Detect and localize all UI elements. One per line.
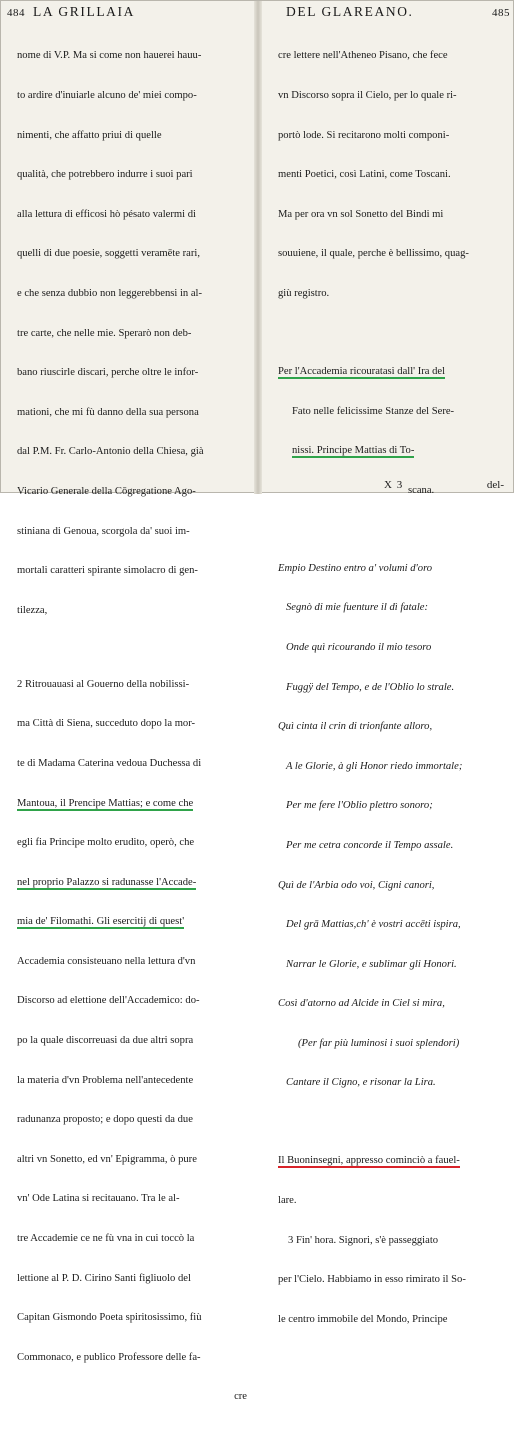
sonnet-verse	[264, 535, 512, 1116]
verse-line: Così d'atorno ad Alcide in Ciel si mira,	[278, 998, 445, 1010]
verse-line: Per me cetra concorde il Tempo assale.	[286, 839, 454, 851]
text-line: giù registro.	[278, 287, 330, 299]
verse-line: Empio Destino entro a' volumi d'oro	[278, 562, 433, 574]
text-line: egli fia Principe molto erudito, operò, che	[17, 837, 195, 849]
text-line: tre Accademie ce ne fù vna in cui toccò la	[17, 1233, 195, 1245]
text-line: Capitan Gismondo Poeta spiritosissimo, fiù	[17, 1312, 202, 1324]
text-line: 2 Ritrouauasi al Gouerno della nobilissi-	[17, 678, 190, 690]
verse-line: Narrar le Glorie, e sublimar gli Honori.	[286, 958, 457, 970]
text-line: mationi, che mi fù danno della sua persona	[17, 406, 199, 418]
text-line: cre lettere nell'Atheneo Pisano, che fece	[278, 50, 448, 62]
green-underlined-text: mia de' Filomathi. Gli esercitij di quest'	[17, 916, 185, 928]
heading-line-accademia	[278, 365, 512, 378]
verse-line: (Per far più luminosi i suoi splendori)	[298, 1037, 460, 1049]
green-underlined-text: Mantoua, il Prencipe Mattias; e come che	[17, 797, 194, 809]
text-line: le centro immobile del Mondo, Principe	[278, 1313, 448, 1325]
text-line: souuiene, il quale, perche è bellissimo, quag-	[278, 248, 469, 260]
verse-line: Quì cinta il crin di trionfante alloro,	[278, 721, 433, 733]
text-line: vn' Ode Latina si recitauano. Tra le al-	[17, 1193, 180, 1205]
text-line: per l'Cielo. Habbiamo in esso rimirato il So-	[278, 1274, 466, 1286]
verse-line: Segnò di mie fuenture il dì fatale:	[286, 602, 429, 614]
text-line: ma Città di Siena, succeduto dopo la mor-	[17, 718, 196, 730]
text-line: Discorso ad elettione dell'Accademico: do-	[17, 995, 200, 1007]
left-paragraph-2	[5, 651, 253, 1430]
text-line: Ma per ora vn sol Sonetto del Bindi mi	[278, 208, 444, 220]
verse-line: A le Glorie, à gli Honor riedo immortale;	[286, 760, 463, 772]
green-underlined-text: nel proprio Palazzo si radunasse l'Accade-	[17, 876, 197, 888]
text-line: Vicario Generale della Cōgregatione Ago-	[17, 485, 196, 497]
book-gutter	[254, 1, 262, 494]
text-line-highlight-accademia	[17, 876, 253, 889]
text-line: Accademia consisteuano nella lettura d'vn	[17, 955, 196, 967]
text-line: te di Madama Caterina vedoua Duchessa di	[17, 757, 202, 769]
text-line-highlight-prencipe-mattias	[17, 797, 253, 810]
text-line: radunanza proposto; e dopo questi da due	[17, 1114, 193, 1126]
verse-line: Quì de l'Arbia odo voi, Cigni canori,	[278, 879, 435, 891]
right-running-head	[264, 1, 512, 23]
text-line: lettione al P. D. Cirino Santi figliuolo del	[17, 1272, 191, 1284]
verse-line: Cantare il Cigno, e risonar la Lira.	[286, 1077, 436, 1089]
verse-line: Onde quì ricourando il mio tesoro	[286, 641, 432, 653]
text-line: qualità, che potrebbero indurre i suoi pari	[17, 169, 193, 181]
text-line: po la quale discorreuasi da due altri sopra	[17, 1035, 194, 1047]
verse-line: Per me fere l'Oblio plettro sonoro;	[286, 800, 433, 812]
text-line: to ardire d'inuiarle alcuno de' miei compo-	[17, 90, 197, 101]
text-line: Commonaco, e publico Professore delle fa-	[17, 1351, 201, 1363]
text-line: quelli di due poesie, soggetti veramēte rari,	[17, 248, 200, 260]
heading-line-mattias	[278, 444, 512, 457]
sonnet-heading	[264, 339, 512, 524]
text-line: e che senza dubbio non leggerebbensi in al-	[17, 287, 203, 299]
text-line: 3 Fin' hora. Signori, s'è passeggiato	[288, 1234, 439, 1246]
left-page	[5, 1, 253, 1403]
text-line: altri vn Sonetto, ed vn' Epigramma, ò pure	[17, 1153, 197, 1165]
text-line-highlight-buoninsegni	[278, 1154, 512, 1167]
left-folio: 484	[7, 7, 25, 19]
left-running-head	[5, 1, 253, 23]
text-line-highlight-filomathi	[17, 915, 253, 928]
green-underlined-text: Per l'Accademia ricouratasi dall' Ira del	[278, 365, 446, 377]
heading-line: scana.	[408, 484, 435, 496]
text-line: lare.	[278, 1195, 297, 1207]
red-underlined-text: Il Buoninsegni, appresso cominciò a fauel-	[278, 1155, 460, 1167]
verse-line: Del grā Mattias,ch' è vostri accēti ispira,	[286, 919, 461, 931]
text-line: nome di V.P. Ma si come non hauerei hauu-	[17, 50, 202, 62]
right-head-title: DEL GLAREANO.	[286, 4, 414, 19]
right-paragraph-2	[264, 1128, 512, 1352]
text-line: mortali caratteri spirante simolacro di gen-	[17, 565, 198, 577]
text-line: la materia d'vn Problema nell'antecedente	[17, 1074, 194, 1086]
right-folio: 485	[492, 7, 510, 19]
text-line: menti Poetici, così Latini, come Toscani.	[278, 169, 451, 181]
text-line: alla lettura di efficosi hò pésato valermi di	[17, 208, 196, 220]
catchword: del-	[486, 479, 504, 491]
text-line: nimenti, che affatto priui di quelle	[17, 129, 162, 141]
text-line: dal P.M. Fr. Carlo-Antonio della Chiesa, già	[17, 446, 204, 458]
right-page	[264, 1, 512, 1325]
verse-line: Fuggÿ del Tempo, e de l'Oblio lo strale.	[286, 681, 455, 693]
heading-line: Fato nelle felicissime Stanze del Sere-	[292, 405, 455, 417]
text-line: bano riuscirle discari, perche oltre le infor-	[17, 367, 199, 379]
left-paragraph-1	[5, 23, 253, 643]
text-line: stiniana di Genoua, scorgolа da' suoi im-	[17, 525, 190, 537]
text-line: portò lode. Si recitarono molti componi-	[278, 129, 450, 141]
text-line: tilezza,	[17, 604, 48, 616]
catchword: cre	[234, 1391, 247, 1403]
left-head-title: LA GRILLAIA	[33, 4, 135, 19]
signature-mark: X 3	[384, 479, 404, 491]
green-underlined-text: nissi. Principe Mattias di To-	[292, 445, 415, 457]
text-line: tre carte, che nelle mie. Sperarò non deb-	[17, 327, 192, 339]
right-paragraph-1	[264, 23, 512, 327]
text-line: vn Discorso sopra il Cielo, per lo quale ri-	[278, 90, 457, 101]
